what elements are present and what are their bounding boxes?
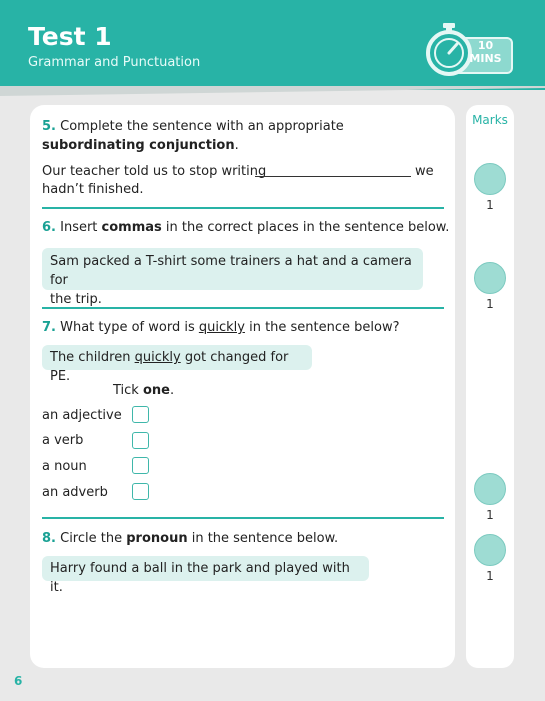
tick-keyword: one: [142, 383, 170, 398]
sentence-line: the trip.: [50, 292, 102, 307]
page-subtitle: Grammar and Punctuation: [28, 55, 201, 70]
page-number: 6: [14, 674, 23, 688]
checkbox-adverb[interactable]: [132, 483, 149, 500]
divider: [42, 207, 444, 209]
mark-value-q6: 1: [486, 297, 494, 311]
marks-title: Marks: [472, 113, 508, 127]
prompt-keyword: pronoun: [126, 531, 188, 546]
question-6-prompt: [42, 218, 449, 237]
option-label-verb: a verb: [42, 433, 84, 448]
prompt-text: in the correct places in the sentence below.: [161, 220, 450, 235]
option-label-adverb: an adverb: [42, 485, 108, 500]
mark-circle-q6: [474, 262, 506, 294]
marks-column: [466, 105, 514, 668]
sentence-text: got changed for PE.: [50, 350, 289, 384]
mark-circle-q8: [474, 534, 506, 566]
prompt-keyword: commas: [101, 220, 162, 235]
page-title: Test 1: [28, 22, 112, 51]
tick-instruction: [113, 381, 174, 400]
question-number: 6.: [42, 220, 56, 235]
tick-text: Tick: [113, 383, 143, 398]
sentence-line: Sam packed a T-shirt some trainers a hat and a camera for: [50, 254, 412, 288]
question-5-sentence-end: we: [415, 164, 434, 179]
prompt-text: Insert: [55, 220, 102, 235]
question-8-prompt: [42, 529, 338, 548]
question-5-prompt: [42, 117, 422, 155]
question-6-sentence-box[interactable]: [42, 248, 423, 307]
timer-label: [458, 39, 513, 65]
mark-value-q5: 1: [486, 198, 494, 212]
question-7-sentence-box: [42, 345, 312, 384]
prompt-text: Complete the sentence with an appropriate: [55, 119, 344, 134]
mark-circle-q5: [474, 163, 506, 195]
question-7-prompt: [42, 318, 400, 337]
prompt-text: in the sentence below.: [187, 531, 339, 546]
prompt-underlined-word: quickly: [198, 320, 245, 335]
prompt-end: .: [234, 138, 239, 153]
mark-circle-q7: [474, 473, 506, 505]
timer-unit: MINS: [469, 52, 502, 65]
checkbox-adjective[interactable]: [132, 406, 149, 423]
sentence-text: The children: [50, 350, 135, 365]
option-label-noun: a noun: [42, 459, 87, 474]
timer-badge: [424, 22, 519, 78]
question-5-sentence-start: Our teacher told us to stop writing: [42, 164, 267, 179]
timer-number: 10: [477, 39, 494, 52]
prompt-text: What type of word is: [55, 320, 199, 335]
question-5-sentence-line2: hadn’t finished.: [42, 182, 144, 197]
prompt-text: Circle the: [55, 531, 127, 546]
tick-end: .: [169, 383, 175, 398]
question-number: 8.: [42, 531, 56, 546]
mark-value-q8: 1: [486, 569, 494, 583]
option-label-adjective: an adjective: [42, 408, 122, 423]
sentence-underlined-word: quickly: [134, 350, 181, 365]
mark-value-q7: 1: [486, 508, 494, 522]
divider: [42, 517, 444, 519]
question-number: 7.: [42, 320, 56, 335]
header-shadow: [0, 86, 545, 96]
divider: [42, 307, 444, 309]
answer-line[interactable]: [255, 176, 411, 177]
question-number: 5.: [42, 119, 56, 134]
checkbox-noun[interactable]: [132, 457, 149, 474]
checkbox-verb[interactable]: [132, 432, 149, 449]
question-8-sentence-box[interactable]: Harry found a ball in the park and played with it.: [42, 556, 369, 581]
prompt-keyword: subordinating conjunction: [42, 138, 235, 153]
prompt-text: in the sentence below?: [244, 320, 400, 335]
